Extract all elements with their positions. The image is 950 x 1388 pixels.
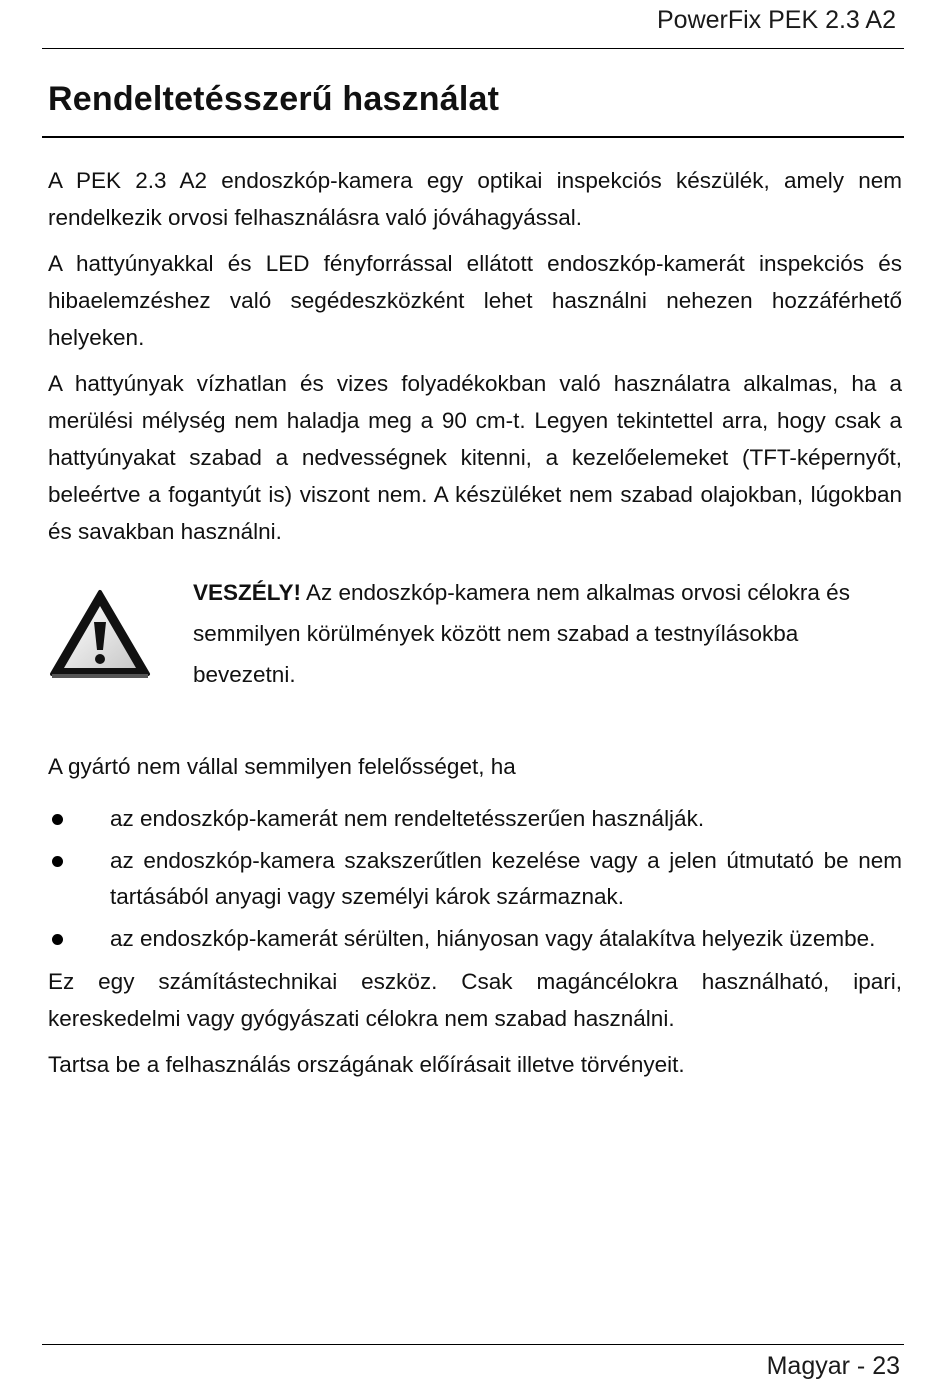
title-divider <box>42 136 904 138</box>
paragraph-device-type: Ez egy számítástechnikai eszköz. Csak magáncélokra használható, ipari, kereskedelmi vagy gyógyászati célokra nem szabad használni. <box>48 969 902 1031</box>
header-title: PowerFix PEK 2.3 A2 <box>656 6 896 34</box>
bullet-icon <box>52 934 63 945</box>
liability-list <box>48 801 902 957</box>
warning-triangle-icon <box>48 588 152 680</box>
main-content <box>48 162 902 1092</box>
warning-block <box>48 572 902 696</box>
paragraph-waterproof: A hattyúnyak vízhatlan és vizes folyadékokban való használatra alkalmas, ha a merülési mélység nem haladja meg a 90 cm-t. Legyen tekintettel arra, hogy csak a hattyúnyakat szabad a nedvességnek kitenni, a kezelőelemeket (TFT-képernyőt, beleértve a fogantyút is) viszont nem. A készüléket nem szabad olajokban, lúgokban és savakban használni. <box>48 371 902 544</box>
paragraph-intro: A PEK 2.3 A2 endoszkóp-kamera egy optikai inspekciós készülék, amely nem rendelkezik orvosi felhasználásra való jóváhagyással. <box>48 168 902 230</box>
warning-message: Az endoszkóp-kamera nem alkalmas orvosi célokra és semmilyen körülmények között nem szabad a testnyílásokba bevezetni. <box>193 580 850 687</box>
liability-intro: A gyártó nem vállal semmilyen felelősséget, ha <box>48 754 516 779</box>
warning-label: VESZÉLY! <box>193 580 301 605</box>
list-item: az endoszkóp-kamerát sérülten, hiányosan vagy átalakítva helyezik üzembe. <box>48 921 902 957</box>
bullet-icon <box>52 814 63 825</box>
list-item: az endoszkóp-kamera szakszerűtlen kezelése vagy a jelen útmutató be nem tartásából anyagi vagy személyi károk származnak. <box>48 843 902 915</box>
paragraph-usage: A hattyúnyakkal és LED fényforrással ellátott endoszkóp-kamerát inspekciós és hibaelemzéshez való segédeszközként lehet használni nehezen hozzáférhető helyeken. <box>48 251 902 350</box>
warning-text <box>193 572 893 695</box>
page-number: Magyar - 23 <box>766 1352 900 1380</box>
section-title: Rendeltetésszerű használat <box>48 80 500 118</box>
list-item: az endoszkóp-kamerát nem rendeltetésszerűen használják. <box>48 801 902 837</box>
footer-divider <box>42 1344 904 1345</box>
bullet-icon <box>52 856 63 867</box>
paragraph-regulations: Tartsa be a felhasználás országának előírásait illetve törvényeit. <box>48 1052 685 1077</box>
header-divider <box>42 48 904 49</box>
